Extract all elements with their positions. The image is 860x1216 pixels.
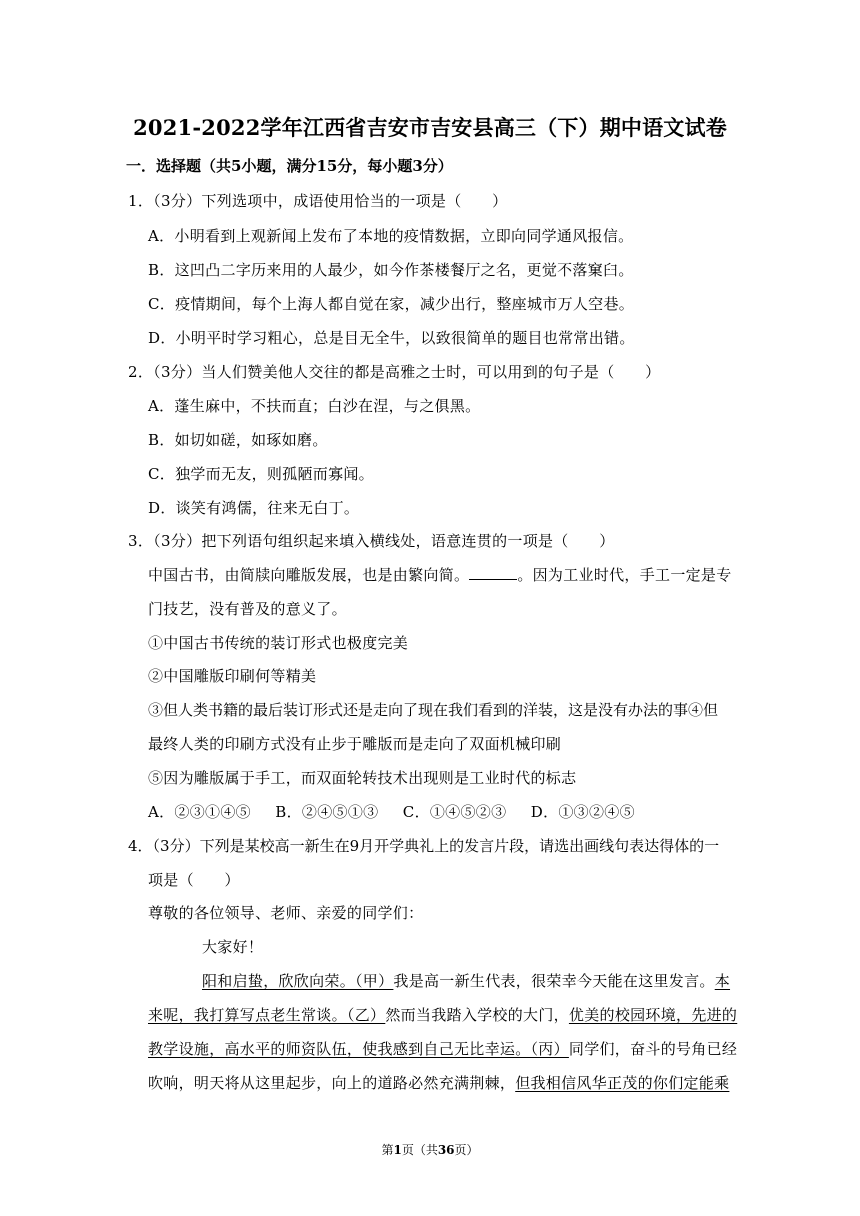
question-1-stem: 1．（3分）下列选项中，成语使用恰当的一项是（ ） (128, 192, 508, 210)
fill-blank (469, 565, 517, 580)
speech-text: 我是高一新生代表，很荣幸今天能在这里发言。 (393, 972, 715, 990)
speech-text: 然而当我踏入学校的大门， (385, 1006, 569, 1024)
underlined-sentence-yi: 来呢，我打算写点老生常谈。（乙） (148, 1006, 386, 1024)
underlined-sentence-yi-start: 本 (714, 972, 731, 990)
question-3-sentence-4-cont: 最终人类的印刷方式没有止步于雕版而是走向了双面机械印刷 (148, 735, 562, 753)
footer-prefix: 第 (381, 1143, 394, 1157)
speech-greeting: 尊敬的各位领导、老师、亲爱的同学们： (148, 904, 424, 922)
question-3-options: A．②③①④⑤ B．②④⑤①③ C．①④⑤②③ D．①③②④⑤ (148, 803, 635, 821)
question-1-option-a: A．小明看到上观新闻上发布了本地的疫情数据，立即向同学通风报信。 (148, 227, 634, 245)
footer-suffix: 页） (454, 1143, 479, 1157)
speech-line-1 (202, 970, 730, 991)
question-2-option-a: A．蓬生麻中，不扶而直；白沙在涅，与之俱黑。 (148, 397, 481, 415)
question-3-sentence-5: ⑤因为雕版属于手工，而双面轮转技术出现则是工业时代的标志 (148, 769, 577, 787)
question-1-option-b: B．这凹凸二字历来用的人最少，如今作茶楼餐厅之名，更觉不落窠臼。 (148, 261, 634, 279)
question-1-option-c: C．疫情期间，每个上海人都自觉在家，减少出行，整座城市万人空巷。 (148, 295, 635, 313)
question-3-stem: 3．（3分）把下列语句组织起来填入横线处，语意连贯的一项是（ ） (128, 532, 615, 550)
underlined-sentence-ding: 但我相信风华正茂的你们定能乘 (515, 1074, 730, 1092)
question-3-sentence-3-4: ③但人类书籍的最后装订形式还是走向了现在我们看到的洋装，这是没有办法的事④但 (148, 701, 719, 719)
question-3-sentence-2: ②中国雕版印刷何等精美 (148, 667, 317, 685)
question-4-stem-cont: 项是（ ） (148, 871, 240, 889)
section-heading: 一．选择题（共5小题，满分15分，每小题3分） (126, 157, 453, 175)
total-pages: 36 (437, 1143, 455, 1157)
underlined-sentence-bing-start: 优美的校园环境，先进的 (568, 1006, 738, 1024)
speech-line-2 (148, 1004, 737, 1025)
question-2-option-b: B．如切如磋，如琢如磨。 (148, 431, 328, 449)
question-2-option-c: C．独学而无友，则孤陋而寡闻。 (148, 465, 374, 483)
exam-title: 2021-2022学年江西省吉安市吉安县高三（下）期中语文试卷 (133, 115, 727, 140)
question-1-option-d: D．小明平时学习粗心，总是目无全牛，以致很简单的题目也常常出错。 (148, 329, 635, 347)
speech-text: 同学们，奋斗的号角已经 (568, 1040, 738, 1058)
speech-text: 吹响，明天将从这里起步，向上的道路必然充满荆棘， (148, 1074, 516, 1092)
passage-before-blank: 中国古书，由简牍向雕版发展，也是由繁向简。 (148, 566, 470, 584)
speech-line-4 (148, 1072, 729, 1093)
page-footer (0, 1141, 860, 1158)
question-3-passage-line-2: 门技艺，没有普及的意义了。 (148, 600, 347, 618)
underlined-sentence-bing: 教学设施，高水平的师资队伍，使我感到自己无比幸运。（丙） (148, 1040, 569, 1058)
speech-line-3 (148, 1038, 737, 1059)
question-2-stem: 2．（3分）当人们赞美他人交往的都是高雅之士时，可以用到的句子是（ ） (128, 363, 661, 381)
passage-after-blank: 。因为工业时代，手工一定是专 (517, 566, 732, 584)
question-3-sentence-1: ①中国古书传统的装订形式也极度完美 (148, 634, 409, 652)
question-4-stem: 4．（3分）下列是某校高一新生在9月开学典礼上的发言片段，请选出画线句表达得体的一 (128, 837, 720, 855)
question-3-passage (148, 564, 732, 585)
page-number: 1 (393, 1143, 402, 1157)
speech-hello: 大家好！ (202, 938, 264, 956)
footer-mid: 页（共 (401, 1143, 438, 1157)
question-2-option-d: D．谈笑有鸿儒，往来无白丁。 (148, 499, 360, 517)
underlined-sentence-jia: 阳和启蛰，欣欣向荣。（甲） (202, 972, 394, 990)
